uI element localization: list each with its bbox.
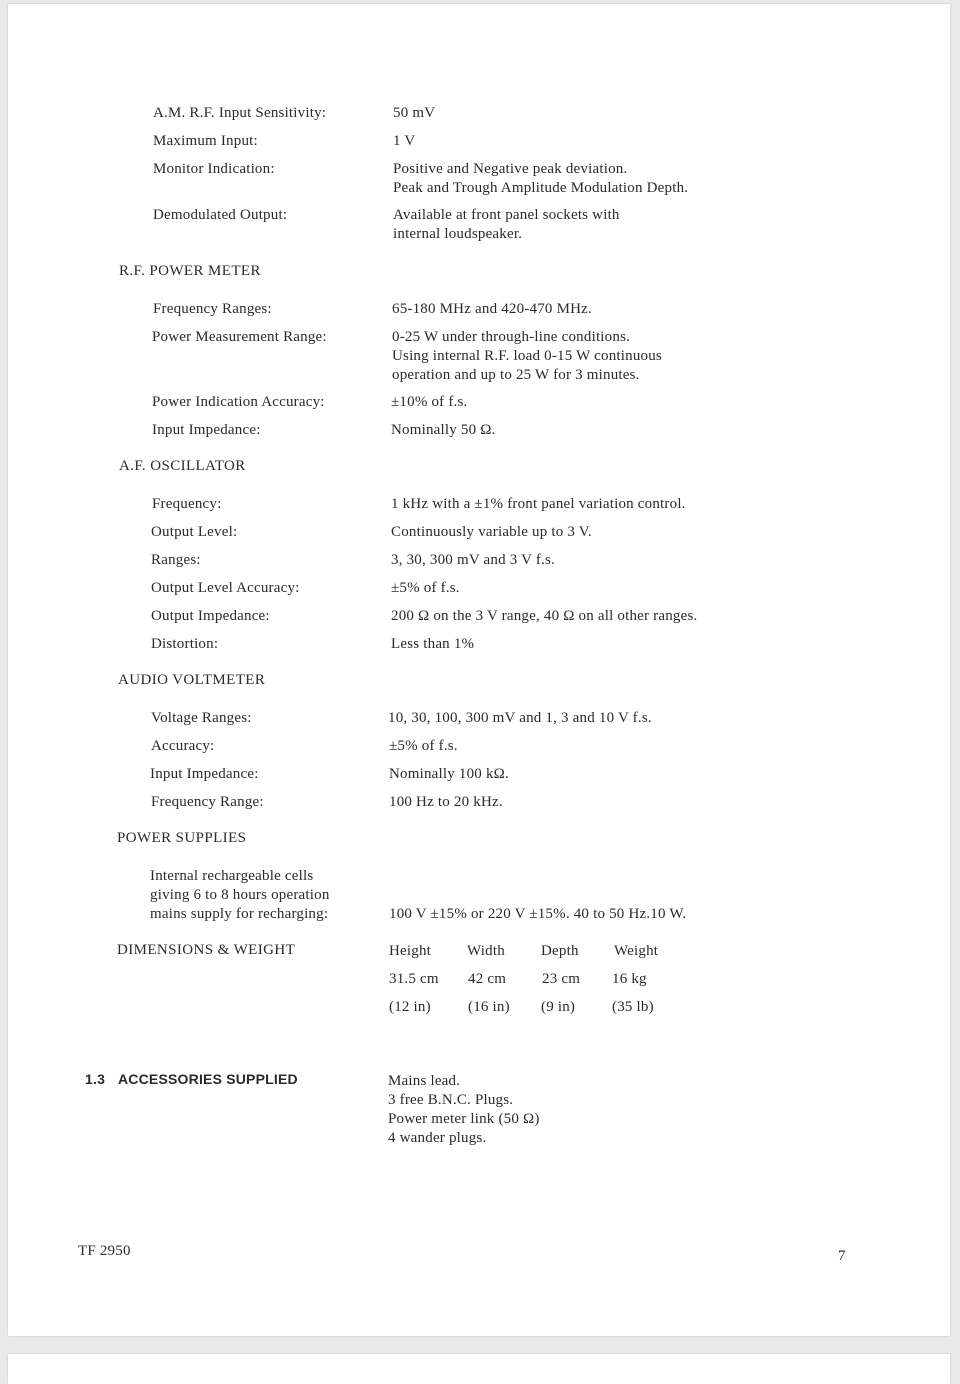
spec-value: ±5% of f.s.: [391, 580, 460, 596]
dimension-column-width: Width: [467, 943, 505, 959]
section-heading-audio-voltmeter: AUDIO VOLTMETER: [118, 672, 266, 688]
spec-label: Output Level Accuracy:: [151, 580, 300, 596]
document-page: [8, 4, 950, 1336]
spec-value: 1 kHz with a ±1% front panel variation control.: [391, 496, 686, 512]
spec-value: Nominally 100 kΩ.: [389, 766, 509, 782]
spec-value: 1 V: [393, 133, 416, 149]
dimension-metric-width: 42 cm: [468, 971, 507, 987]
spec-label: Voltage Ranges:: [151, 710, 252, 726]
spec-value: 50 mV: [393, 105, 436, 121]
spec-value: 65-180 MHz and 420-470 MHz.: [392, 301, 592, 317]
spec-value: Available at front panel sockets with internal loudspeaker.: [393, 207, 620, 242]
next-page-edge: [8, 1354, 950, 1384]
list-item: Power meter link (50 Ω): [388, 1111, 540, 1127]
list-item: Mains lead.: [388, 1073, 461, 1089]
spec-label: Maximum Input:: [153, 133, 258, 149]
spec-value: 3, 30, 300 mV and 3 V f.s.: [391, 552, 555, 568]
power-supply-value: 100 V ±15% or 220 V ±15%. 40 to 50 Hz.10 W.: [389, 906, 687, 922]
spec-label: Input Impedance:: [150, 766, 259, 782]
dimension-metric-height: 31.5 cm: [389, 971, 439, 987]
section-heading-rf-power-meter: R.F. POWER METER: [119, 263, 261, 279]
spec-value: Less than 1%: [391, 636, 475, 652]
spec-value: Nominally 50 Ω.: [391, 422, 496, 438]
section-heading-dimensions: DIMENSIONS & WEIGHT: [117, 942, 296, 958]
spec-label: Demodulated Output:: [153, 207, 288, 223]
section-number: 1.3: [85, 1071, 106, 1087]
dimension-imperial-width: (16 in): [468, 999, 510, 1015]
spec-label: Output Impedance:: [151, 608, 270, 624]
spec-label: Power Indication Accuracy:: [152, 394, 325, 410]
spec-label: A.M. R.F. Input Sensitivity:: [153, 105, 327, 121]
spec-value: 200 Ω on the 3 V range, 40 Ω on all other ranges.: [391, 608, 698, 624]
spec-value: ±5% of f.s.: [389, 738, 458, 754]
spec-label: Frequency Range:: [151, 794, 264, 810]
spec-label: Frequency Ranges:: [153, 301, 272, 317]
dimension-column-weight: Weight: [614, 943, 659, 959]
spec-label: Monitor Indication:: [153, 161, 275, 177]
dimension-imperial-weight: (35 lb): [612, 999, 654, 1015]
dimension-metric-weight: 16 kg: [612, 971, 647, 987]
footer-model: TF 2950: [78, 1243, 131, 1259]
section-heading-af-oscillator: A.F. OSCILLATOR: [119, 458, 246, 474]
list-item: 4 wander plugs.: [388, 1130, 487, 1146]
spec-value: 0-25 W under through-line conditions. Using internal R.F. load 0-15 W continuous operation and up to 25 W for 3 minutes.: [392, 329, 662, 383]
section-heading-accessories: ACCESSORIES SUPPLIED: [118, 1071, 298, 1087]
spec-label: Distortion:: [151, 636, 219, 652]
dimension-column-depth: Depth: [541, 943, 579, 959]
dimension-imperial-height: (12 in): [389, 999, 431, 1015]
spec-label: Output Level:: [151, 524, 238, 540]
spec-value: 10, 30, 100, 300 mV and 1, 3 and 10 V f.s.: [388, 710, 652, 726]
spec-value: 100 Hz to 20 kHz.: [389, 794, 503, 810]
spec-label: Ranges:: [151, 552, 201, 568]
section-heading-power-supplies: POWER SUPPLIES: [117, 830, 247, 846]
dimension-metric-depth: 23 cm: [542, 971, 581, 987]
list-item: 3 free B.N.C. Plugs.: [388, 1092, 514, 1108]
spec-label: Frequency:: [152, 496, 222, 512]
dimension-column-height: Height: [389, 943, 432, 959]
spec-label: Accuracy:: [151, 738, 215, 754]
spec-value: Continuously variable up to 3 V.: [391, 524, 592, 540]
page-number: 7: [838, 1248, 846, 1264]
spec-label: Input Impedance:: [152, 422, 261, 438]
power-supply-description: Internal rechargeable cells giving 6 to 8 hours operation mains supply for recharging:: [150, 868, 330, 922]
spec-label: Power Measurement Range:: [152, 329, 327, 345]
spec-value: ±10% of f.s.: [391, 394, 468, 410]
accessories-list: [388, 1072, 540, 1148]
spec-value: Positive and Negative peak deviation. Peak and Trough Amplitude Modulation Depth.: [393, 161, 689, 196]
dimension-imperial-depth: (9 in): [541, 999, 576, 1015]
